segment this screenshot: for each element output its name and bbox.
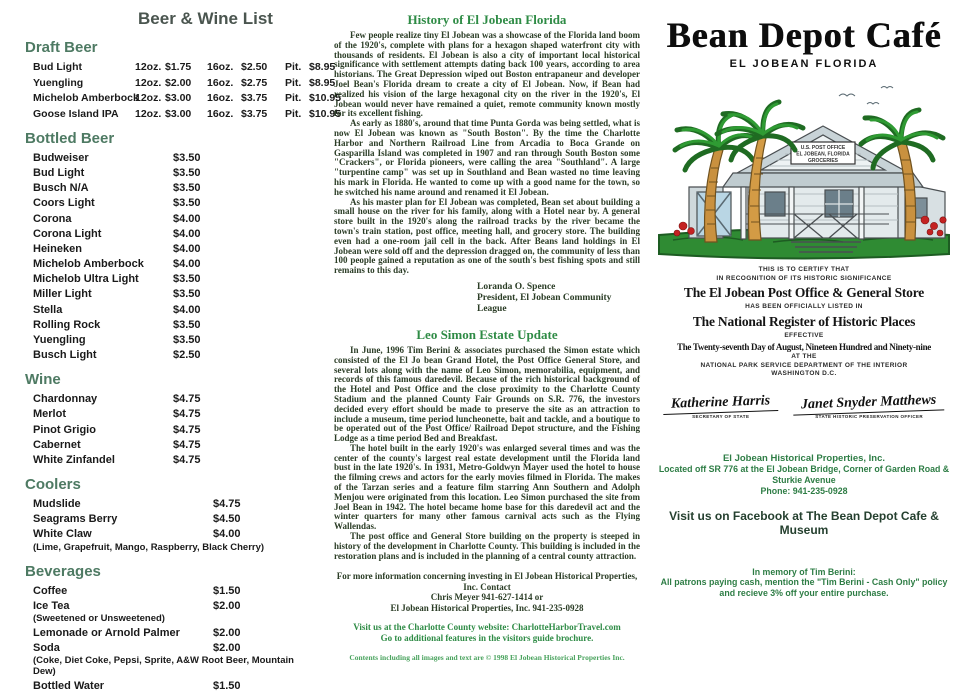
menu-item-row	[33, 393, 320, 405]
item-name: Corona Light	[33, 227, 102, 240]
item-name: Corona	[33, 212, 72, 225]
menu-item-row	[33, 513, 320, 525]
item-price: $2.00	[213, 642, 241, 655]
item-price: $3.50	[173, 288, 201, 301]
item-price: $2.75	[241, 76, 268, 89]
item-price: $2.00	[213, 599, 241, 612]
signature-row	[648, 392, 960, 419]
item-price: $4.00	[213, 528, 241, 541]
item-price: $8.95	[309, 76, 336, 89]
item-price: $3.50	[173, 197, 201, 210]
size-label: Pit.	[285, 107, 302, 120]
item-price: $10.95	[309, 107, 342, 120]
history-paragraphs	[334, 31, 640, 276]
effective-label: EFFECTIVE	[784, 331, 824, 339]
sign-line: EL JOBEAN, FLORIDA	[796, 151, 850, 158]
certify-line: THIS IS TO CERTIFY THAT	[758, 266, 850, 273]
cafe-location-text: EL JOBEAN FLORIDA	[729, 58, 879, 70]
item-name: Miller Light	[33, 288, 92, 301]
item-price: $2.50	[241, 61, 268, 73]
item-price: $3.00	[165, 92, 192, 105]
memory-line: All patrons paying cash, mention the "Tim Berini - Cash Only" policy	[660, 577, 948, 587]
certificate-subject: The El Jobean Post Office & General Store	[683, 285, 925, 300]
size-label: 16oz.	[207, 92, 234, 105]
item-price: $4.75	[213, 497, 241, 510]
item-price: $4.00	[173, 227, 201, 240]
signature-title: SECRETARY OF STATE	[692, 413, 750, 419]
paragraph: As his master plan for El Jobean was completed, Bean set about building a small house on the river for his family, along with a Hotel near by. A general store built in the 1920's along the railroad tracks by the river became the town's train station, post office, meeting hall, and grocery store. The building even had a one-room jail cell in the back. After Beans land holdings in El Jobean were sold off and the depression dragged on, the community of less than 100 people gained a reputation as one of the south's best fishing spots and still remains to this day.	[334, 196, 640, 276]
paragraph: The hotel built in the early 1920's was enlarged several times and was the center of the county's largest real estate development until the Florida land bust in the late 1920's. In 1931, Metro-Goldwyn Mayer used the hotel to house the filming crews and actors for the early movies filmed in Florida. The makes of the Tarzan series and a feature film starring Ann Southern and Adolph Menjou were originated from this location. Leo Simon purchased the site from Joel Bean in 1942. The hotel became home base for this daredevil act and the winter quarters for many other famous carnival acts such as the Flying Wallendas.	[334, 442, 640, 532]
item-price: $3.75	[241, 92, 268, 105]
agency-line: NATIONAL PARK SERVICE DEPARTMENT OF THE INTERIOR	[700, 361, 908, 369]
item-name: Lemonade or Arnold Palmer	[33, 626, 180, 639]
menu-item-row	[33, 319, 320, 331]
org-address: Located off SR 776 at the El Jobean Bridge, Corner of Garden Road & Sturkie Avenue	[658, 463, 950, 485]
menu-item-row	[33, 182, 320, 194]
building-illustration	[653, 74, 955, 262]
item-price: $4.75	[173, 393, 201, 406]
website-line: Go to additional features in the visitors guide brochure.	[380, 632, 594, 643]
recognition-line: IN RECOGNITION OF ITS HISTORIC SIGNIFICANCE	[716, 274, 892, 282]
menu-sections	[25, 129, 320, 693]
item-name: Chardonnay	[33, 393, 98, 406]
signature-title: STATE HISTORIC PRESERVATION OFFICER	[815, 413, 924, 419]
item-name: Cabernet	[33, 438, 81, 451]
estate-paragraphs	[334, 346, 640, 562]
effective-date: The Twenty-seventh Day of August, Nineteen Hundred and Ninety-nine	[677, 342, 931, 352]
menu-item-row	[33, 424, 320, 436]
menu-item-row	[33, 680, 320, 692]
section-header: Beverages	[25, 562, 101, 580]
menu-item-row	[33, 585, 320, 597]
menu-item-row	[33, 167, 320, 179]
signature-name: Janet Snyder Matthews	[793, 392, 945, 415]
section-header: Bottled Beer	[25, 129, 115, 147]
signature	[793, 392, 944, 419]
size-label: 16oz.	[207, 76, 234, 89]
item-name: Budweiser	[33, 151, 89, 164]
draft-beer-table	[33, 61, 342, 120]
size-label: 12oz.	[135, 92, 162, 105]
item-price: $3.50	[173, 151, 201, 164]
menu-item-row	[33, 258, 320, 270]
paragraph: As early as 1880's, around that time Punta Gorda was being settled, what is now El Jobean was known as "South Boston". By the time the Charlotte Harbor and Northern Railroad Line from Arcadia to Boca Grande on Gasparilla Island was completed in 1907 and ran through South Boston some "Crackers", or Florida pioneers, were calling the area "Southland". A large "turpentine camp" was set up in Southland and Bean wasted no time leaving his mark in Florida. He wanted to come up with a good name for the town, so he switched his name around and renamed it El Jobean.	[334, 118, 640, 197]
item-price: $2.50	[173, 349, 201, 362]
history-column	[334, 0, 640, 662]
item-price: $3.75	[241, 107, 268, 120]
city-line: WASHINGTON D.C.	[771, 370, 837, 377]
item-price: $3.50	[173, 166, 201, 179]
cafe-logo-text: Bean Depot Café	[666, 15, 942, 55]
org-name: El Jobean Historical Properties, Inc.	[722, 452, 886, 464]
item-price: $10.95	[309, 92, 342, 105]
history-signoff	[477, 282, 640, 315]
menu-item-row	[33, 152, 320, 164]
menu-item-row	[33, 408, 320, 420]
investing-contact-block	[334, 571, 640, 613]
register-name: The National Register of Historic Places	[692, 313, 916, 329]
menu-item-row	[33, 627, 320, 639]
menu-item-row	[33, 528, 320, 540]
menu-item-row	[33, 334, 320, 346]
brand-column	[648, 0, 960, 598]
item-price: $4.00	[173, 258, 201, 271]
paragraph: Few people realize tiny El Jobean was a showcase of the Florida land boom of the 1920's, complete with plans for a hexagon shaped waterfront city with thousands of residents. El Jobean is also a city of important local historical significance with settlement attempts dating back 100 years, according to area historians. The Great Depression wiped out Boston entrapaneur and developer Joel Bean's Florida dream to create a city of El Jobean. Now, if Bean had realized his vision of the large hexagonal city on the river in the 1920's, El Jobean would never have remained a quiet, remote community known mostly for its excellent fishing.	[334, 30, 640, 119]
item-name: Bottled Water	[33, 680, 105, 693]
item-note: (Coke, Diet Coke, Pepsi, Sprite, A&W Root Beer, Mountain Dew)	[33, 655, 294, 678]
contact-line: El Jobean Historical Properties, Inc. 941-235-0928	[390, 602, 584, 613]
item-note: (Sweetened or Unsweetened)	[33, 612, 165, 624]
birds-icon	[839, 87, 893, 105]
menu-item-row	[33, 107, 342, 120]
signoff-name: Loranda O. Spence	[477, 281, 556, 292]
historic-register-certificate	[648, 266, 960, 379]
historical-properties-contact	[648, 453, 960, 497]
item-name: Heineken	[33, 242, 82, 255]
item-price: $2.00	[165, 76, 192, 89]
item-note: (Lime, Grapefruit, Mango, Raspberry, Black Cherry)	[33, 541, 265, 553]
menu-item-row	[33, 213, 320, 225]
item-price: $4.75	[173, 438, 201, 451]
menu-item-row	[33, 61, 336, 73]
item-name: Merlot	[33, 408, 66, 421]
section-header: Wine	[25, 371, 61, 389]
size-label: 12oz.	[135, 76, 162, 89]
item-price: $4.75	[173, 408, 201, 421]
item-name: Michelob Amberbock	[33, 258, 144, 271]
item-name: Ice Tea	[33, 599, 70, 612]
item-price: $3.00	[165, 107, 192, 120]
item-price: $8.95	[309, 61, 336, 73]
menu-item-row	[33, 92, 342, 105]
item-price: $2.00	[213, 626, 241, 639]
menu-item-row	[33, 439, 320, 451]
contact-line: For more information concerning investing in El Jobean Historical Properties, Inc. Contact	[336, 571, 638, 592]
org-phone: Phone: 941-235-0928	[760, 485, 848, 496]
signature	[663, 392, 778, 419]
section-header-draft-beer: Draft Beer	[25, 39, 98, 56]
item-name: Bud Light	[33, 166, 85, 179]
item-price: $4.75	[173, 423, 201, 436]
item-name: Bud Light	[33, 61, 82, 73]
item-name: Michelob Amberbock	[33, 92, 139, 105]
item-name: Busch N/A	[33, 182, 89, 195]
item-name: Yuengling	[33, 334, 86, 347]
size-label: 16oz.	[207, 107, 234, 120]
item-price: $3.50	[173, 318, 201, 331]
listed-line: HAS BEEN OFFICIALLY LISTED IN	[745, 303, 863, 310]
item-price: $3.50	[173, 182, 201, 195]
paragraph: The post office and General Store building on the property is steeped in history of the development in Charlotte County. This building is included in the restoration plans and is included in the planning of a central county attraction.	[334, 531, 640, 561]
size-label: 12oz.	[135, 61, 162, 73]
menu-item-row	[33, 304, 320, 316]
menu-title: Beer & Wine List	[138, 9, 273, 28]
paragraph: In June, 1996 Tim Berini & associates purchased the Simon estate which consisted of the El Jo bean Grand Hotel, the Post Office General Store, and several lots along with the name of Leo Simon, memorabilia, equipment, and records of this famous daredevil. Because of the rich historical background of the Hotel and Post Office and the close proximity to the Charlotte County Stadium and the planned County Fair Grounds on S.R. 776, the investors decided every effort should be made to preserve the site as an attraction to include a museum, time period luncheonette, bait and tackle, and a boutique to be operated out of the Post Office/ Railroad Depot structure, and the Fishing Lodge as a time period Bed and Breakfast.	[334, 344, 640, 444]
history-title: History of El Jobean Florida	[407, 12, 567, 27]
item-name: Goose Island IPA	[33, 107, 119, 120]
item-price: $4.50	[213, 513, 241, 526]
contact-line: Chris Meyer 941-627-1414 or	[430, 592, 544, 603]
size-label: Pit.	[285, 76, 302, 89]
section-header: Coolers	[25, 475, 81, 493]
item-price: $3.50	[173, 334, 201, 347]
menu-item-row	[33, 197, 320, 209]
item-name: Yuengling	[33, 76, 84, 89]
website-line: Visit us at the Charlotte County website: CharlotteHarborTravel.com	[353, 622, 621, 633]
menu-item-row	[33, 454, 320, 466]
item-price: $4.00	[173, 242, 201, 255]
menu-item-row	[33, 76, 336, 89]
sign-line: GROCERIES	[807, 158, 839, 164]
county-website-block	[334, 622, 640, 643]
item-price: $1.50	[213, 680, 241, 693]
tim-berini-memory-note	[648, 567, 960, 599]
item-price: $4.75	[173, 453, 201, 466]
sign-line: U.S. POST OFFICE	[800, 145, 846, 151]
size-label: 16oz.	[207, 61, 234, 73]
item-price: $3.50	[173, 273, 201, 286]
menu-item-row	[33, 228, 320, 240]
beer-wine-list-column	[0, 0, 342, 695]
menu-item-row	[33, 243, 320, 255]
item-name: Stella	[33, 303, 63, 316]
size-label: Pit.	[285, 92, 302, 105]
item-name: Michelob Ultra Light	[33, 273, 139, 286]
item-price: $4.00	[173, 212, 201, 225]
memory-line: In memory of Tim Berini:	[752, 566, 856, 577]
item-name: Seagrams Berry	[33, 513, 118, 526]
item-name: Busch Light	[33, 349, 97, 362]
estate-title: Leo Simon Estate Update	[416, 326, 558, 342]
copyright-line: Contents including all images and text are © 1998 El Jobean Historical Properties Inc.	[349, 653, 625, 663]
signature-name: Katherine Harris	[663, 392, 779, 414]
item-price: $4.00	[173, 303, 201, 316]
item-name: Soda	[33, 642, 60, 655]
item-name: White Zinfandel	[33, 453, 115, 466]
at-the-line: AT THE	[791, 353, 817, 360]
item-price: $1.75	[165, 61, 192, 73]
size-label: 12oz.	[135, 107, 162, 120]
item-name: Coffee	[33, 584, 68, 597]
item-name: Mudslide	[33, 497, 81, 510]
item-name: Coors Light	[33, 197, 95, 210]
facebook-line: Visit us on Facebook at The Bean Depot Cafe & Museum	[669, 508, 939, 537]
menu-item-row	[33, 600, 320, 612]
item-name: Rolling Rock	[33, 318, 101, 331]
menu-item-row	[33, 273, 320, 285]
item-name: Pinot Grigio	[33, 423, 96, 436]
item-name: White Claw	[33, 528, 92, 541]
menu-item-row	[33, 498, 320, 510]
menu-item-row	[33, 349, 320, 361]
size-label: Pit.	[285, 61, 302, 73]
signoff-title: President, El Jobean Community League	[477, 292, 612, 314]
menu-item-row	[33, 642, 320, 654]
menu-item-row	[33, 288, 320, 300]
item-price: $1.50	[213, 584, 241, 597]
memory-line: and recieve 3% off your entire purchase.	[719, 587, 889, 598]
